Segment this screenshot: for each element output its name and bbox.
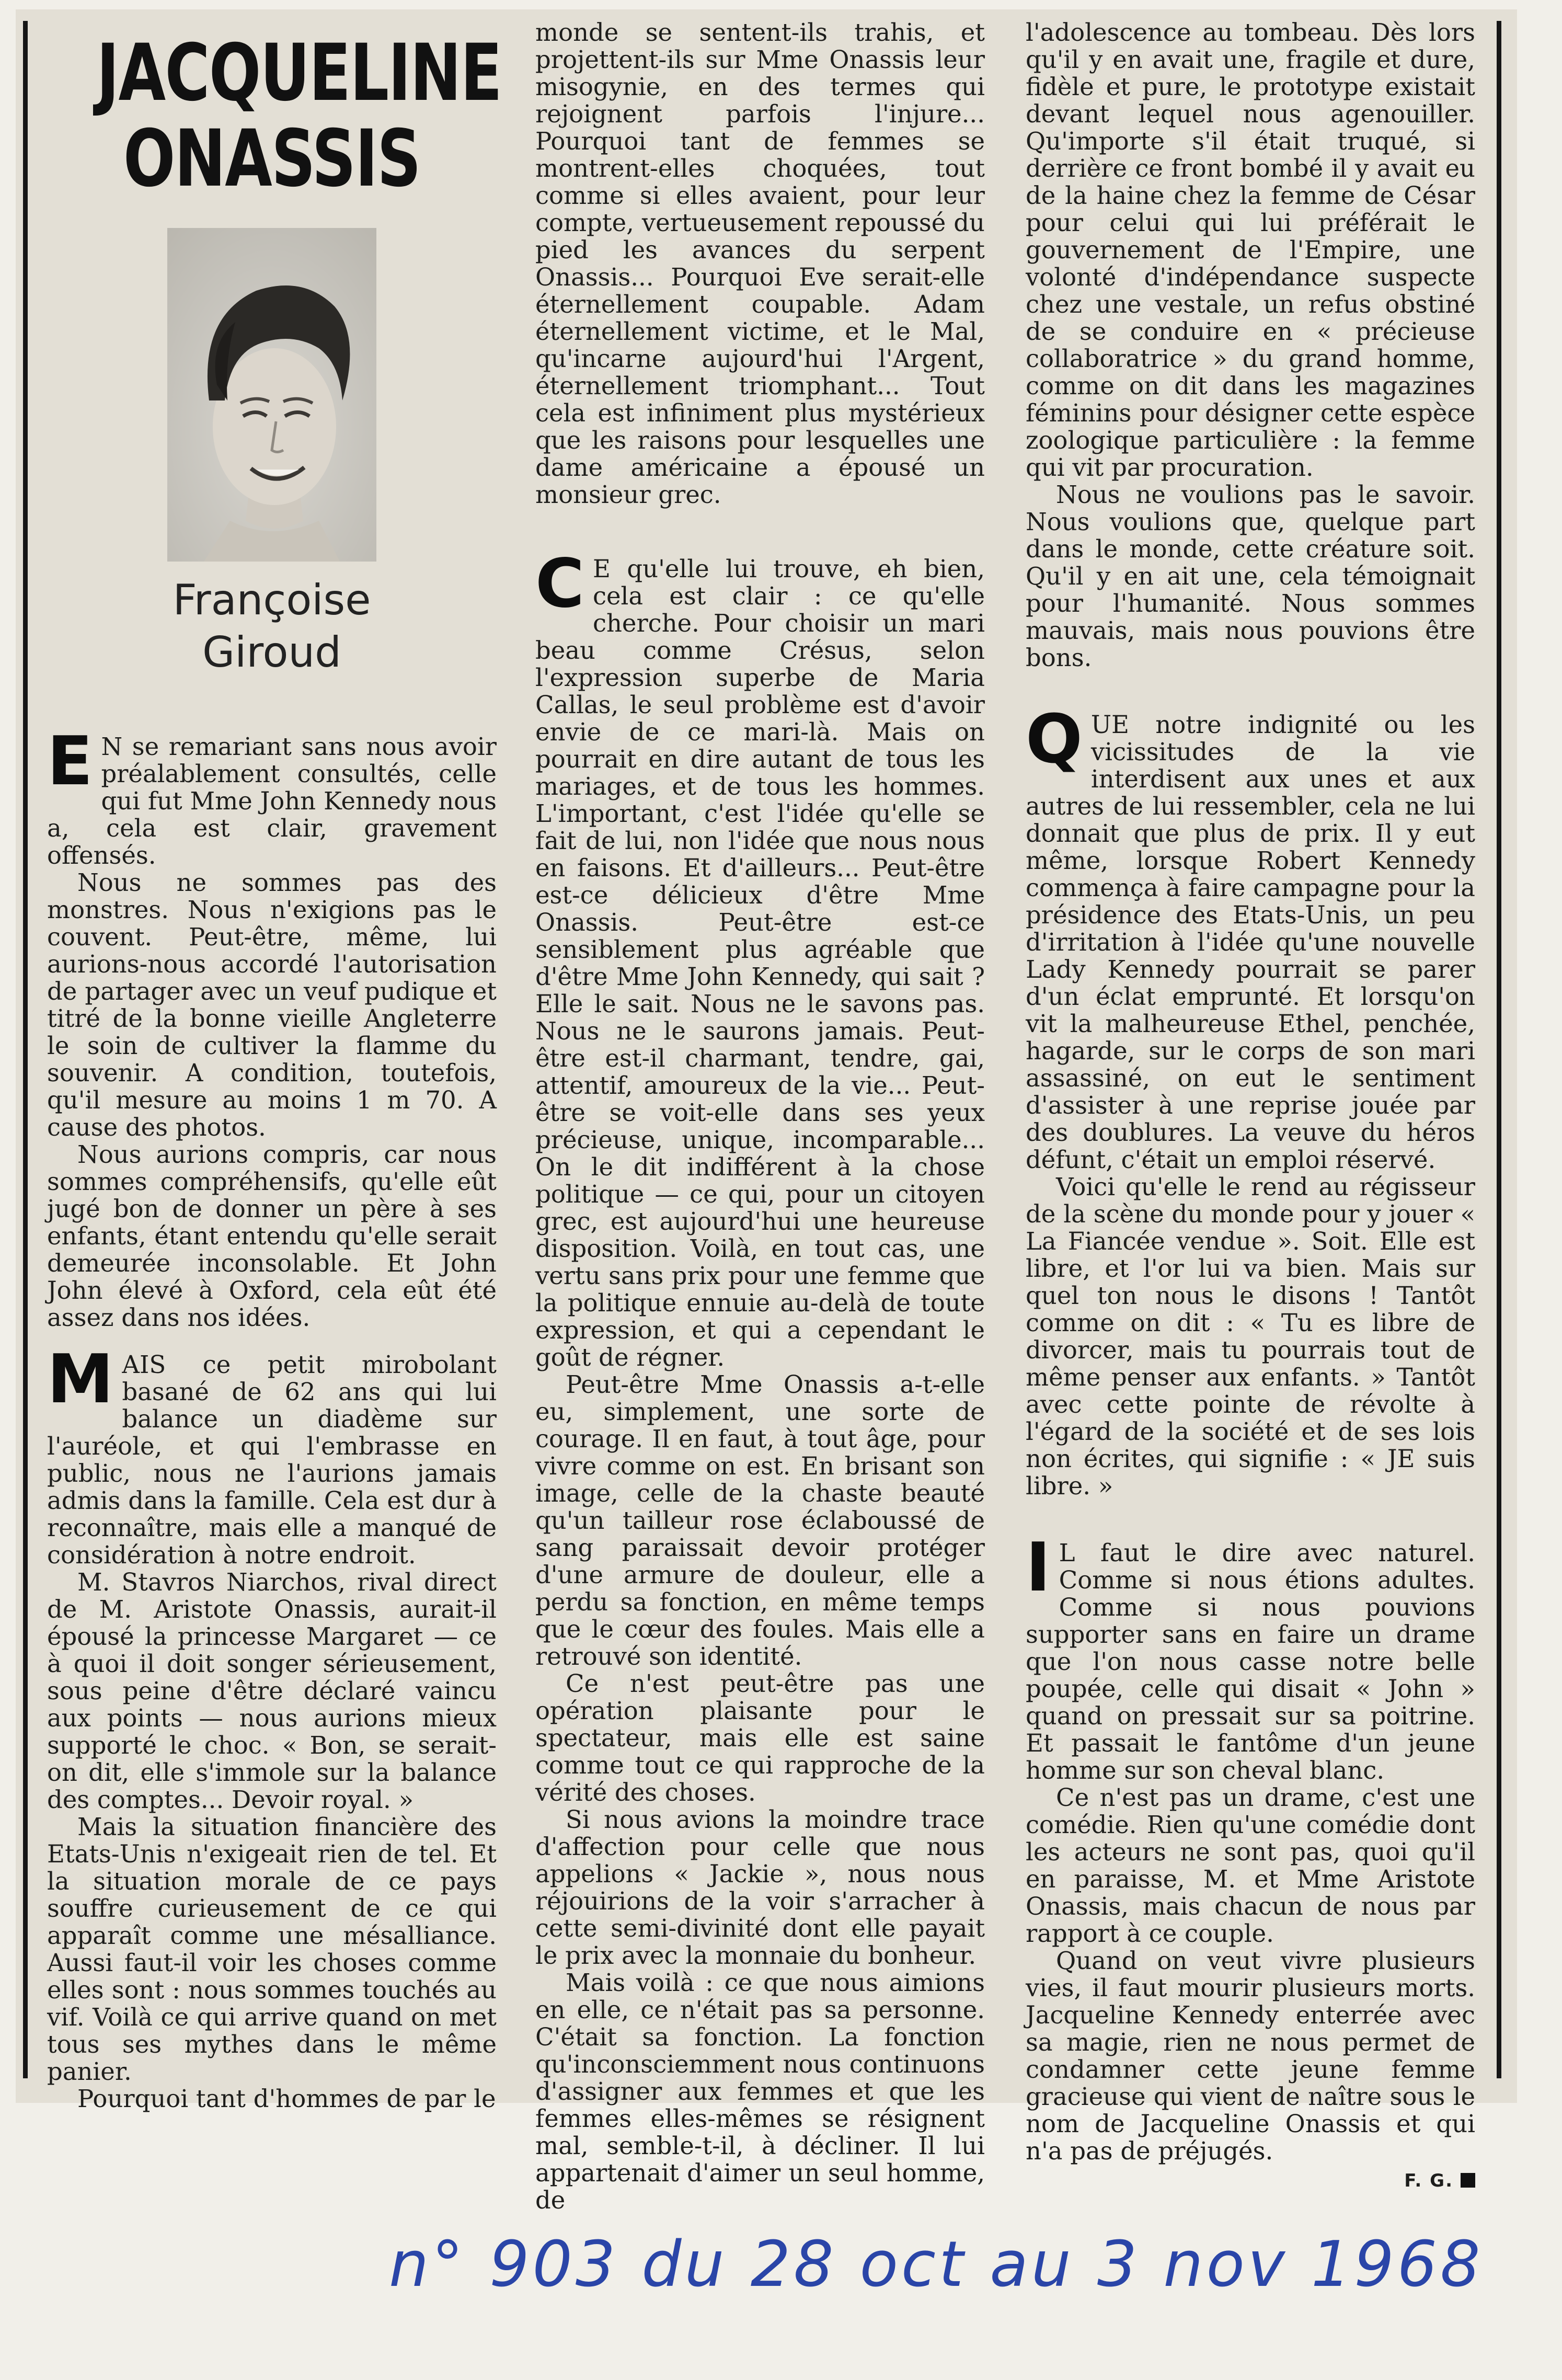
article-column-1 — [47, 19, 502, 2113]
col2-continuation: monde se sentent-ils trahis, et projettent-ils sur Mme Onassis leur misogynie, en des termes qui rejoignent parfois l'injure... Pourquoi tant de femmes se montrent-elles choquées, tout comme si elles avaient, pour leur compte, vertueusement repoussé du pied les avances du serpent Onassis... Pourquoi Eve serait-elle éternellement coupable. Adam éternellement victime, et le Mal, qu'incarne aujourd'hui l'Argent, éternellement triomphant... Tout cela est infiniment plus mystérieux que les raisons pour lesquelles une dame américaine a épousé un monsieur grec. — [535, 18, 985, 509]
col3-s1-paragraph-2: Nous ne voulions pas le savoir. Nous voulions que, quelque part dans le monde, cette créature soit. Qu'il y en ait une, cela témoignait pour l'humanité. Nous sommes mauvais, mais nous pouvions être bons. — [1026, 480, 1475, 672]
col3-s2-lead-paragraph — [1026, 701, 1475, 1174]
col3-continuation: l'adolescence au tombeau. Dès lors qu'il y en avait une, fragile et dure, fidèle et pure, le prototype existait devant lequel nous agenouiller. Qu'importe s'il était truqué, si derrière ce front bombé il y avait eu de la haine chez la femme de César pour celui qui lui préférait le gouvernement de l'Empire, une volonté d'indépendance suspecte chez une vestale, un refus obstiné de se conduire en « précieuse collaboratrice » du grand homme, comme on dit dans les magazines féminins pour désigner cette espèce zoologique particulière : la femme qui vit par procuration. — [1026, 18, 1475, 482]
col1-s1-lead-text: N se remariant sans nous avoir préalablement consultés, celle qui fut Mme John Kennedy nous a, cela est clair, gravement offensés. — [47, 733, 497, 869]
drop-cap: C — [535, 545, 584, 623]
author-photo — [167, 228, 376, 562]
author-signature: F. G. — [1404, 2170, 1453, 2191]
right-column-rule — [1497, 21, 1501, 2078]
col1-s1-paragraph-2: Nous ne sommes pas des monstres. Nous n'exigions pas le couvent. Peut-être, même, lui aurions-nous accordé l'autorisation de partager avec un veuf pudique et titré de la bonne vieille Angleterre le soin de cultiver la flamme du souvenir. A condition, toutefois, qu'il mesure au moins 1 m 70. A cause des photos. — [47, 868, 497, 1141]
col1-section-2 — [47, 1341, 497, 2113]
col3-section-2 — [1026, 701, 1475, 1500]
author-name-last: Giroud — [202, 628, 341, 677]
col3-s3-lead-paragraph — [1026, 1529, 1475, 1784]
col2-s2-lead-text: E qu'elle lui trouve, eh bien, cela est clair : ce qu'elle cherche. Pour choisir un mari beau comme Crésus, selon l'expression superbe de Maria Callas, le seul problème est d'avoir envie de ce mari-là. Mais on pourrait en dire autant de tous les mariages, et de tous les hommes. L'important, c'est l'idée qu'elle se fait de lui, non l'idée que nous nous en faisons. Et d'ailleurs... Peut-être est-ce délicieux d'être Mme Onassis. Peut-être est-ce sensiblement plus agréable que d'être Mme John Kennedy, qui sait ? Elle le sait. Nous ne le savons pas. Nous ne le saurons jamais. Peut-être est-il charmant, tendre, gai, attentif, amoureux de la vie... Peut-être se voit-elle dans ses yeux précieuse, unique, incomparable... On le dit indifférent à la chose politique — ce qui, pour un citoyen grec, est aujourd'hui une heureuse disposition. Voilà, en tout cas, une vertu sans prix pour une femme que la politique ennuie au-delà de toute expression, et qui a cependant le goût de régner. — [535, 555, 985, 1371]
article-column-3 — [1026, 18, 1475, 2191]
col3-section-3 — [1026, 1529, 1475, 2194]
article-title-line-1: JACQUELINE — [96, 28, 502, 119]
col3-s3-paragraph-3: Quand on veut vivre plusieurs vies, il faut mourir plusieurs morts. Jacqueline Kennedy enterrée avec sa magie, rien ne nous permet de condamner cette jeune femme gracieuse qui vient de naître sous le nom de Jacqueline Onassis et qui n'a pas de préjugés. — [1026, 1947, 1475, 2165]
col3-s3-paragraph-2: Ce n'est pas un drame, c'est une comédie. Rien qu'une comédie dont les acteurs ne sont pas, quoi qu'il en paraisse, M. et Mme Aristote Onassis, mais chacun de nous par rapport à ce couple. — [1026, 1783, 1475, 1948]
col2-s2-paragraph-3: Ce n'est peut-être pas une opération plaisante pour le spectateur, mais elle est saine comme tout ce qui rapproche de la vérité des choses. — [535, 1669, 985, 1806]
col2-section-1 — [535, 19, 985, 508]
col1-s2-lead-text: AIS ce petit mirobolant basané de 62 ans qui lui balance un diadème sur l'auréole, et qui l'embrasse en public, nous ne l'aurions jamais admis dans la famille. Cela est dur à reconnaître, mais elle a manqué de considération à notre endroit. — [47, 1351, 497, 1569]
col3-s3-lead-text: L faut le dire avec naturel. Comme si nous étions adultes. Comme si nous pouvions supporter sans en faire un drame que l'on nous casse notre belle poupée, celle qui disait « John » quand on pressait sur sa poitrine. Et passait le fantôme d'un jeune homme sur son cheval blanc. — [1026, 1539, 1475, 1784]
drop-cap: Q — [1026, 701, 1083, 779]
article-title-line-2: ONASSIS — [123, 113, 421, 204]
signature-line — [1026, 2165, 1475, 2194]
drop-cap: E — [47, 723, 93, 800]
drop-cap: I — [1026, 1529, 1051, 1607]
left-column-rule — [23, 21, 28, 2078]
col1-s2-lead-paragraph — [47, 1341, 497, 1569]
col1-section-1 — [47, 723, 497, 1332]
col3-section-1 — [1026, 19, 1475, 671]
handwritten-annotation — [389, 2207, 1487, 2317]
col2-s2-paragraph-2: Peut-être Mme Onassis a-t-elle eu, simplement, une sorte de courage. Il en faut, à tout âge, pour vivre comme on est. En brisant son image, celle de la chaste beauté qu'un tailleur rose éclaboussé de sang paraissait devoir protéger d'une armure de douleur, elle a perdu sa fonction, en même temps que le cœur des foules. Mais elle a retrouvé son identité. — [535, 1370, 985, 1670]
drop-cap: M — [47, 1341, 114, 1418]
col2-s2-paragraph-5: Mais voilà : ce que nous aimions en elle, ce n'était pas sa personne. C'était sa fonction. La fonction qu'inconsciemment nous continuons d'assigner aux femmes et que les femmes elles-mêmes se résignent mal, semble-t-il, à décliner. Il lui appartenait d'aimer un seul homme, de — [535, 1969, 985, 2214]
col1-s2-paragraph-3: Mais la situation financière des Etats-Unis n'exigeait rien de tel. Et la situation morale de ce pays souffre curieusement de ce qui apparaît comme une mésalliance. Aussi faut-il voir les choses comme elles sont : nous sommes touchés au vif. Voilà ce qui arrive quand on met tous ses mythes dans le même panier. — [47, 1813, 497, 2086]
article-column-2 — [535, 18, 985, 2214]
handwritten-issue-note: n° 903 du 28 oct au 3 nov 1968 — [389, 2228, 1484, 2301]
end-mark-icon — [1461, 2173, 1475, 2188]
col1-s2-paragraph-2: M. Stavros Niarchos, rival direct de M. Aristote Onassis, aurait-il épousé la princesse Margaret — ce à quoi il doit songer sérieusement, sous peine d'être déclaré vaincu aux points — nous aurions mieux supporté le choc. « Bon, se serait-on dit, elle s'immole sur la balance des comptes... Devoir royal. » — [47, 1568, 497, 1814]
author-name-first: Françoise — [173, 576, 371, 624]
col2-s2-paragraph-4: Si nous avions la moindre trace d'affection pour celle que nous appelions « Jackie », nous nous réjouirions de la voir s'arracher à cette semi-divinité dont elle payait le prix avec la monnaie du bonheur. — [535, 1805, 985, 1970]
col3-s2-paragraph-2: Voici qu'elle le rend au régisseur de la scène du monde pour y jouer « La Fiancée vendue ». Soit. Elle est libre, et l'or lui va bien. Mais sur quel ton nous le disons ! Tantôt comme on dit : « Tu es libre de divorcer, mais tu pourrais tout de même penser aux enfants. » Tantôt avec cette pointe de révolte à l'égard de la société et de ses lois non écrites, qui signifie : « JE suis libre. » — [1026, 1173, 1475, 1500]
col2-section-2 — [535, 545, 985, 2214]
col3-s2-lead-text: UE notre indignité ou les vicissitudes de la vie interdisent aux unes et aux autres de lui ressembler, cela ne lui donnait que plus de prix. Il y eut même, lorsque Robert Kennedy commença à faire campagne pour la présidence des Etats-Unis, un peu d'irritation à l'idée qu'une nouvelle Lady Kennedy pourrait se parer d'un éclat emprunté. Et lorsqu'on vit la malheureuse Ethel, penchée, hagarde, sur le corps de son mari assassiné, on eut le sentiment d'assister à une reprise jouée par des doublures. La veuve du héros défunt, c'était un emploi réservé. — [1026, 711, 1475, 1174]
col2-s2-lead-paragraph — [535, 545, 985, 1371]
col1-s1-lead-paragraph — [47, 723, 497, 869]
col1-s2-paragraph-4: Pourquoi tant d'hommes de par le — [77, 2085, 496, 2113]
col1-s1-paragraph-3: Nous aurions compris, car nous sommes compréhensifs, qu'elle eût jugé bon de donner un père à ses enfants, étant entendu qu'elle serait demeurée inconsolable. Et John John élevé à Oxford, cela eût été assez dans nos idées. — [47, 1140, 497, 1332]
